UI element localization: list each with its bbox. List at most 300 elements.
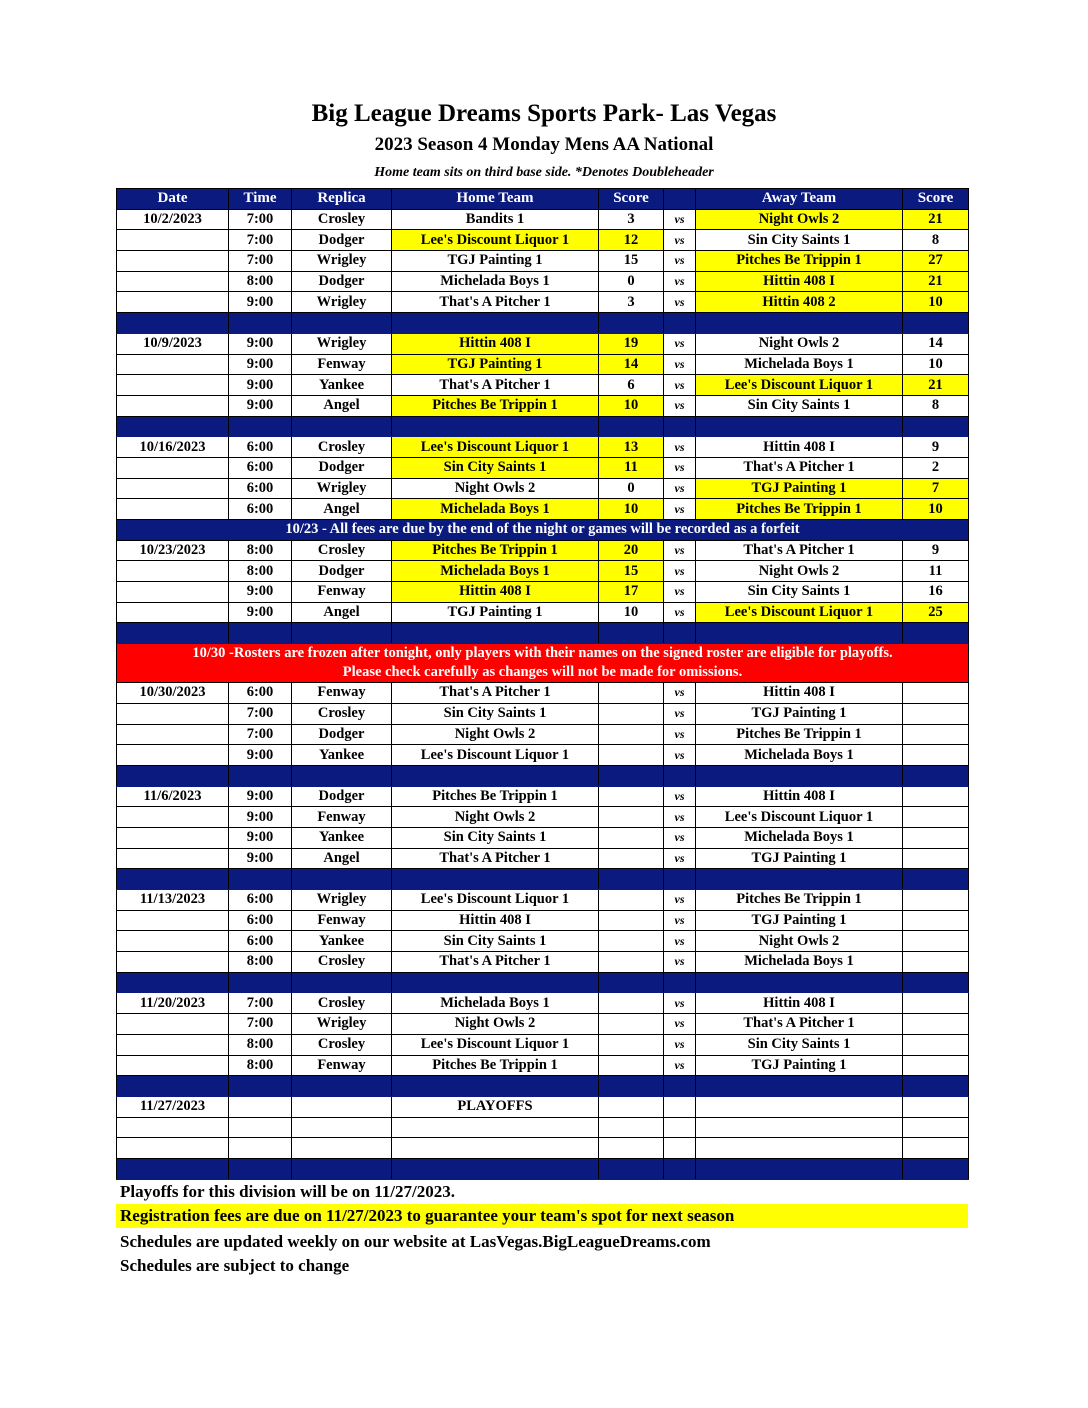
game-date (117, 1014, 229, 1035)
separator-cell (229, 313, 292, 334)
game-row (117, 745, 969, 766)
away-team: That's A Pitcher 1 (696, 457, 903, 478)
home-team: Night Owls 2 (392, 807, 599, 828)
home-team: Hittin 408 I (392, 910, 599, 931)
game-field: Yankee (292, 931, 392, 952)
vs-label: vs (664, 457, 696, 478)
game-field: Fenway (292, 910, 392, 931)
home-score (599, 931, 664, 952)
footer-registration-note: Registration fees are due on 11/27/2023 to guarantee your team's spot for next season (116, 1204, 968, 1228)
game-time: 8:00 (229, 1055, 292, 1076)
away-team: Sin City Saints 1 (696, 1034, 903, 1055)
separator-cell (903, 416, 969, 437)
game-date (117, 251, 229, 272)
game-row (117, 292, 969, 313)
game-row (117, 251, 969, 272)
home-score (599, 848, 664, 869)
vs-label: vs (664, 499, 696, 520)
week-separator-row (117, 1158, 969, 1179)
separator-cell (117, 1076, 229, 1097)
away-team: TGJ Painting 1 (696, 703, 903, 724)
separator-cell (664, 869, 696, 890)
week-separator-row (117, 416, 969, 437)
away-score (903, 848, 969, 869)
game-row (117, 1096, 969, 1117)
game-date (117, 745, 229, 766)
away-team: Lee's Discount Liquor 1 (696, 375, 903, 396)
vs-label: vs (664, 375, 696, 396)
vs-label: vs (664, 1034, 696, 1055)
game-row (117, 333, 969, 354)
week-separator-row (117, 1076, 969, 1097)
game-time: 9:00 (229, 602, 292, 623)
home-team: Night Owls 2 (392, 478, 599, 499)
separator-cell (229, 623, 292, 644)
separator-cell (117, 623, 229, 644)
vs-label: vs (664, 890, 696, 911)
game-time: 9:00 (229, 827, 292, 848)
page-title: Big League Dreams Sports Park- Las Vegas (311, 100, 777, 127)
game-field: Angel (292, 848, 392, 869)
away-team: Hittin 408 I (696, 271, 903, 292)
home-score (599, 745, 664, 766)
game-field: Angel (292, 395, 392, 416)
game-row (117, 540, 969, 561)
away-score: 16 (903, 582, 969, 603)
away-team: TGJ Painting 1 (696, 1055, 903, 1076)
page-subtitle: 2023 Season 4 Monday Mens AA National (374, 134, 714, 155)
game-time: 8:00 (229, 561, 292, 582)
vs-label: vs (664, 1055, 696, 1076)
separator-cell (292, 972, 392, 993)
separator-cell (664, 416, 696, 437)
away-score: 21 (903, 375, 969, 396)
away-team: Night Owls 2 (696, 209, 903, 230)
game-field: Dodger (292, 271, 392, 292)
separator-cell (117, 1158, 229, 1179)
away-team: TGJ Painting 1 (696, 910, 903, 931)
game-field: Crosley (292, 703, 392, 724)
home-score (599, 1034, 664, 1055)
away-team: Night Owls 2 (696, 561, 903, 582)
game-row (117, 993, 969, 1014)
vs-label: vs (664, 827, 696, 848)
away-team: Night Owls 2 (696, 333, 903, 354)
separator-cell (292, 869, 392, 890)
away-score (903, 1138, 969, 1159)
vs-label: vs (664, 271, 696, 292)
home-team: TGJ Painting 1 (392, 602, 599, 623)
game-time: 6:00 (229, 478, 292, 499)
game-date (117, 910, 229, 931)
game-field: Fenway (292, 1055, 392, 1076)
home-team: Pitches Be Trippin 1 (392, 395, 599, 416)
game-date (117, 561, 229, 582)
game-time: 6:00 (229, 910, 292, 931)
col-header-away-score: Score (903, 189, 969, 210)
game-row (117, 703, 969, 724)
vs-label (664, 1117, 696, 1138)
separator-cell (696, 765, 903, 786)
game-date: 10/23/2023 (117, 540, 229, 561)
home-team: That's A Pitcher 1 (392, 848, 599, 869)
home-team: Lee's Discount Liquor 1 (392, 745, 599, 766)
home-team: Michelada Boys 1 (392, 993, 599, 1014)
away-team: Hittin 408 I (696, 786, 903, 807)
game-time: 6:00 (229, 457, 292, 478)
home-team: Hittin 408 I (392, 333, 599, 354)
home-score (599, 807, 664, 828)
game-date (117, 952, 229, 973)
away-team: Michelada Boys 1 (696, 952, 903, 973)
away-score: 2 (903, 457, 969, 478)
vs-label: vs (664, 582, 696, 603)
game-field: Wrigley (292, 478, 392, 499)
away-team: Michelada Boys 1 (696, 827, 903, 848)
separator-cell (903, 869, 969, 890)
away-score (903, 1117, 969, 1138)
game-time: 6:00 (229, 890, 292, 911)
game-row (117, 395, 969, 416)
game-row (117, 1117, 969, 1138)
game-time: 9:00 (229, 786, 292, 807)
away-score: 25 (903, 602, 969, 623)
separator-cell (392, 416, 599, 437)
away-score: 8 (903, 230, 969, 251)
game-row (117, 271, 969, 292)
away-score (903, 1014, 969, 1035)
home-team (392, 1138, 599, 1159)
home-score: 19 (599, 333, 664, 354)
game-row (117, 478, 969, 499)
away-team: Pitches Be Trippin 1 (696, 724, 903, 745)
home-team: Pitches Be Trippin 1 (392, 786, 599, 807)
game-row (117, 499, 969, 520)
separator-cell (599, 416, 664, 437)
week-separator-row (117, 765, 969, 786)
separator-cell (117, 972, 229, 993)
home-score (599, 724, 664, 745)
separator-cell (696, 869, 903, 890)
vs-label (664, 1138, 696, 1159)
away-team: Sin City Saints 1 (696, 582, 903, 603)
game-field: Fenway (292, 354, 392, 375)
game-row (117, 582, 969, 603)
vs-label: vs (664, 952, 696, 973)
home-score: 10 (599, 395, 664, 416)
separator-cell (292, 1076, 392, 1097)
vs-label: vs (664, 724, 696, 745)
footer-change-note: Schedules are subject to change (120, 1256, 350, 1275)
separator-cell (599, 313, 664, 334)
home-score (599, 683, 664, 704)
game-row (117, 561, 969, 582)
away-score: 10 (903, 499, 969, 520)
game-field: Crosley (292, 952, 392, 973)
game-field: Fenway (292, 582, 392, 603)
game-field: Crosley (292, 1034, 392, 1055)
game-date (117, 395, 229, 416)
vs-label: vs (664, 333, 696, 354)
home-score: 3 (599, 292, 664, 313)
game-row (117, 890, 969, 911)
home-score: 12 (599, 230, 664, 251)
game-date (117, 354, 229, 375)
game-row (117, 437, 969, 458)
away-score (903, 745, 969, 766)
home-score: 10 (599, 499, 664, 520)
vs-label: vs (664, 602, 696, 623)
vs-label: vs (664, 910, 696, 931)
separator-cell (292, 416, 392, 437)
home-team: Lee's Discount Liquor 1 (392, 890, 599, 911)
home-score: 15 (599, 561, 664, 582)
game-date (117, 1117, 229, 1138)
away-team: Pitches Be Trippin 1 (696, 499, 903, 520)
game-date (117, 292, 229, 313)
game-row (117, 952, 969, 973)
game-field: Yankee (292, 375, 392, 396)
game-row (117, 827, 969, 848)
roster-freeze-notice (117, 644, 969, 683)
away-score (903, 1096, 969, 1117)
game-field: Dodger (292, 457, 392, 478)
game-date (117, 499, 229, 520)
home-team: That's A Pitcher 1 (392, 683, 599, 704)
game-time: 7:00 (229, 230, 292, 251)
game-row (117, 1055, 969, 1076)
game-field: Wrigley (292, 1014, 392, 1035)
away-team: Hittin 408 2 (696, 292, 903, 313)
game-row (117, 602, 969, 623)
game-time: 9:00 (229, 354, 292, 375)
fees-notice-row (117, 520, 969, 541)
separator-cell (117, 765, 229, 786)
away-team: Pitches Be Trippin 1 (696, 890, 903, 911)
game-time: 8:00 (229, 1034, 292, 1055)
vs-label: vs (664, 807, 696, 828)
fees-notice: 10/23 - All fees are due by the end of the night or games will be recorded as a forfeit (117, 520, 969, 541)
home-score (599, 993, 664, 1014)
home-team: That's A Pitcher 1 (392, 952, 599, 973)
game-time: 9:00 (229, 395, 292, 416)
away-team: Night Owls 2 (696, 931, 903, 952)
col-header-home-team: Home Team (392, 189, 599, 210)
separator-cell (292, 1158, 392, 1179)
game-field (292, 1117, 392, 1138)
game-time: 9:00 (229, 807, 292, 828)
home-score: 0 (599, 478, 664, 499)
game-date (117, 703, 229, 724)
home-score (599, 890, 664, 911)
game-date: 10/2/2023 (117, 209, 229, 230)
separator-cell (229, 1076, 292, 1097)
away-team: Michelada Boys 1 (696, 354, 903, 375)
separator-cell (117, 416, 229, 437)
game-date (117, 271, 229, 292)
game-time: 9:00 (229, 582, 292, 603)
away-team: Pitches Be Trippin 1 (696, 251, 903, 272)
separator-cell (664, 313, 696, 334)
game-date: 11/20/2023 (117, 993, 229, 1014)
separator-cell (392, 972, 599, 993)
game-row (117, 230, 969, 251)
away-score: 14 (903, 333, 969, 354)
game-row (117, 910, 969, 931)
home-team: That's A Pitcher 1 (392, 292, 599, 313)
separator-cell (696, 1076, 903, 1097)
game-date: 11/6/2023 (117, 786, 229, 807)
game-date (117, 1034, 229, 1055)
home-team: Michelada Boys 1 (392, 561, 599, 582)
game-field: Wrigley (292, 251, 392, 272)
separator-cell (599, 623, 664, 644)
separator-cell (292, 623, 392, 644)
away-team (696, 1096, 903, 1117)
separator-cell (599, 765, 664, 786)
game-time: 8:00 (229, 952, 292, 973)
away-score (903, 890, 969, 911)
home-score (599, 1096, 664, 1117)
home-score: 3 (599, 209, 664, 230)
away-score (903, 807, 969, 828)
away-score: 7 (903, 478, 969, 499)
game-row (117, 848, 969, 869)
game-time (229, 1096, 292, 1117)
home-team: Sin City Saints 1 (392, 703, 599, 724)
separator-cell (903, 1158, 969, 1179)
separator-cell (664, 1076, 696, 1097)
away-score (903, 931, 969, 952)
col-header-home-score: Score (599, 189, 664, 210)
home-team: That's A Pitcher 1 (392, 375, 599, 396)
game-date: 10/16/2023 (117, 437, 229, 458)
game-row (117, 1138, 969, 1159)
separator-cell (599, 972, 664, 993)
separator-cell (117, 869, 229, 890)
game-time: 8:00 (229, 540, 292, 561)
home-score (599, 1055, 664, 1076)
game-date (117, 582, 229, 603)
separator-cell (903, 1076, 969, 1097)
separator-cell (696, 623, 903, 644)
game-date (117, 230, 229, 251)
home-team: Pitches Be Trippin 1 (392, 1055, 599, 1076)
away-team (696, 1138, 903, 1159)
week-separator-row (117, 869, 969, 890)
home-score (599, 786, 664, 807)
separator-cell (696, 416, 903, 437)
vs-label: vs (664, 230, 696, 251)
game-date (117, 807, 229, 828)
home-team: TGJ Painting 1 (392, 354, 599, 375)
game-date (117, 457, 229, 478)
away-score: 11 (903, 561, 969, 582)
home-team: Sin City Saints 1 (392, 931, 599, 952)
game-row (117, 457, 969, 478)
away-score: 9 (903, 437, 969, 458)
away-score (903, 1055, 969, 1076)
away-score (903, 993, 969, 1014)
away-score (903, 724, 969, 745)
game-field: Crosley (292, 209, 392, 230)
separator-cell (392, 313, 599, 334)
separator-cell (392, 1158, 599, 1179)
game-field: Fenway (292, 807, 392, 828)
game-time: 9:00 (229, 848, 292, 869)
game-row (117, 724, 969, 745)
game-time: 7:00 (229, 993, 292, 1014)
vs-label: vs (664, 931, 696, 952)
home-score (599, 1014, 664, 1035)
game-date (117, 602, 229, 623)
home-team: Bandits 1 (392, 209, 599, 230)
footer-website-note: Schedules are updated weekly on our website at LasVegas.BigLeagueDreams.com (120, 1232, 711, 1251)
game-time: 7:00 (229, 251, 292, 272)
home-team: PLAYOFFS (392, 1096, 599, 1117)
vs-label: vs (664, 561, 696, 582)
game-time: 9:00 (229, 375, 292, 396)
home-score (599, 1117, 664, 1138)
away-team (696, 1117, 903, 1138)
away-score (903, 952, 969, 973)
vs-label: vs (664, 1014, 696, 1035)
separator-cell (229, 765, 292, 786)
game-field: Crosley (292, 437, 392, 458)
away-team: Sin City Saints 1 (696, 230, 903, 251)
separator-cell (392, 1076, 599, 1097)
roster-freeze-notice-row (117, 644, 969, 683)
game-row (117, 683, 969, 704)
game-field: Angel (292, 602, 392, 623)
separator-cell (696, 972, 903, 993)
game-date: 10/9/2023 (117, 333, 229, 354)
home-team: Hittin 408 I (392, 582, 599, 603)
separator-cell (117, 313, 229, 334)
game-row (117, 1034, 969, 1055)
table-header-row (117, 189, 969, 210)
vs-label: vs (664, 540, 696, 561)
vs-label: vs (664, 292, 696, 313)
separator-cell (664, 765, 696, 786)
home-score (599, 1138, 664, 1159)
home-team: TGJ Painting 1 (392, 251, 599, 272)
vs-label: vs (664, 437, 696, 458)
game-date (117, 848, 229, 869)
home-score (599, 910, 664, 931)
separator-cell (229, 416, 292, 437)
home-team: Night Owls 2 (392, 724, 599, 745)
vs-label: vs (664, 848, 696, 869)
away-score: 9 (903, 540, 969, 561)
away-score: 27 (903, 251, 969, 272)
game-field: Crosley (292, 540, 392, 561)
game-row (117, 209, 969, 230)
away-team: Hittin 408 I (696, 993, 903, 1014)
schedule-note: Home team sits on third base side. *Denotes Doubleheader (374, 165, 714, 180)
week-separator-row (117, 313, 969, 334)
separator-cell (292, 313, 392, 334)
separator-cell (392, 765, 599, 786)
separator-cell (903, 313, 969, 334)
col-header-replica: Replica (292, 189, 392, 210)
home-team: Lee's Discount Liquor 1 (392, 437, 599, 458)
game-field: Dodger (292, 561, 392, 582)
game-field (292, 1138, 392, 1159)
game-field: Wrigley (292, 292, 392, 313)
away-score (903, 703, 969, 724)
away-team: Hittin 408 I (696, 683, 903, 704)
